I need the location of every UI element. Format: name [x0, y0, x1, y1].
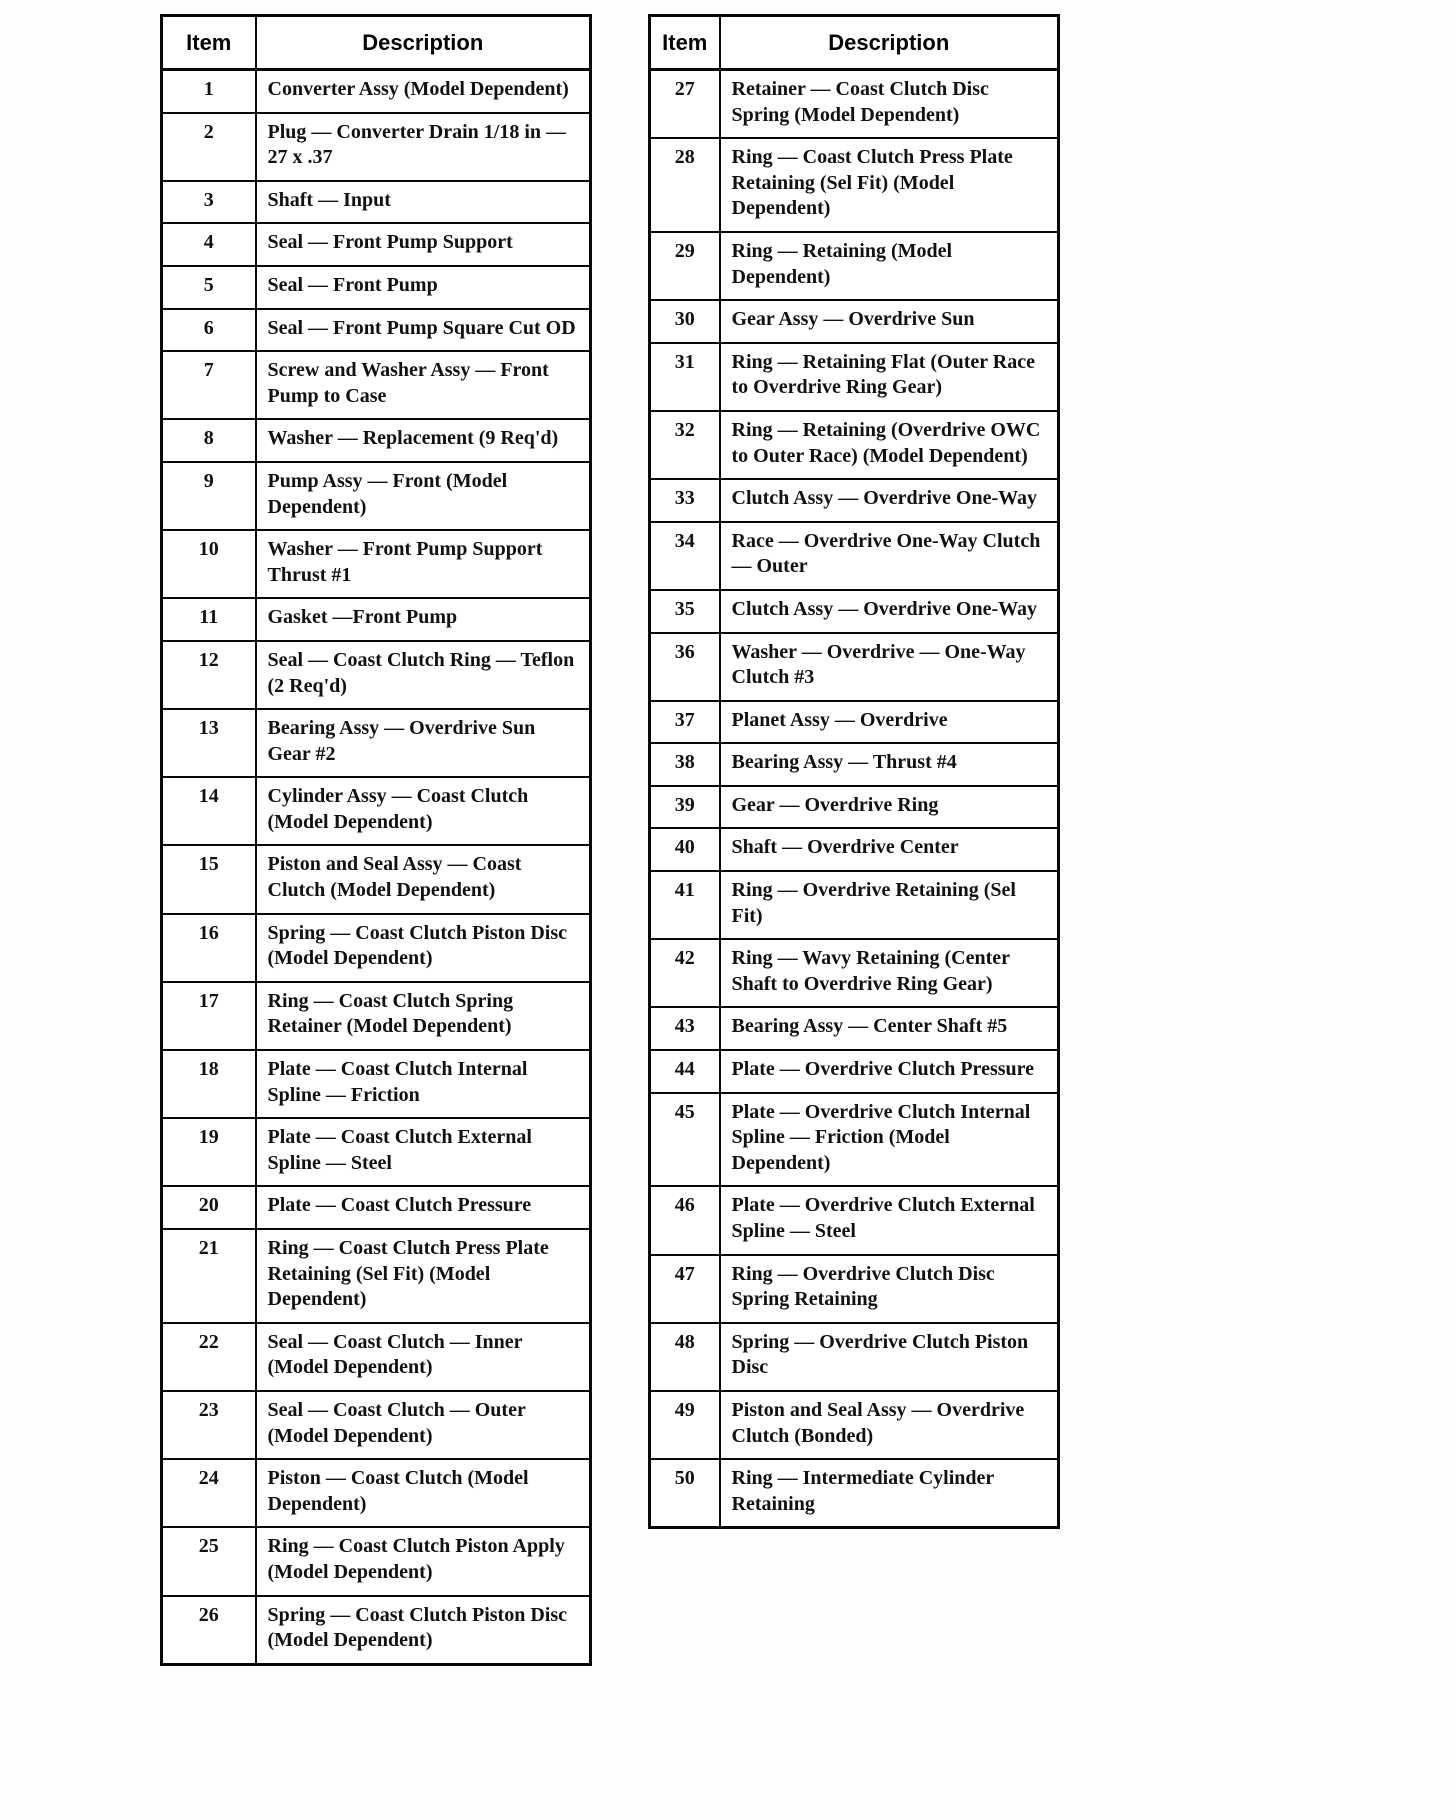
table-row	[650, 939, 1059, 1007]
item-description: Ring — Overdrive Retaining (Sel Fit)	[720, 871, 1059, 939]
item-number: 6	[162, 309, 256, 352]
item-number: 2	[162, 113, 256, 181]
item-description: Plug — Converter Drain 1/18 in — 27 x .37	[256, 113, 591, 181]
parts-table-right-body	[650, 70, 1059, 1528]
table-row	[650, 300, 1059, 343]
table-row	[650, 871, 1059, 939]
item-number: 12	[162, 641, 256, 709]
item-description: Bearing Assy — Overdrive Sun Gear #2	[256, 709, 591, 777]
table-row	[162, 1391, 591, 1459]
item-number: 34	[650, 522, 720, 590]
item-number: 27	[650, 70, 720, 139]
item-number: 37	[650, 701, 720, 744]
item-description: Washer — Front Pump Support Thrust #1	[256, 530, 591, 598]
item-number: 29	[650, 232, 720, 300]
item-number: 15	[162, 845, 256, 913]
item-description: Ring — Wavy Retaining (Center Shaft to Overdrive Ring Gear)	[720, 939, 1059, 1007]
parts-table-right	[648, 14, 1060, 1529]
item-number: 43	[650, 1007, 720, 1050]
item-description: Gasket —Front Pump	[256, 598, 591, 641]
parts-table-left	[160, 14, 592, 1666]
table-row	[162, 1596, 591, 1665]
table-row	[162, 598, 591, 641]
table-row	[650, 70, 1059, 139]
item-description: Screw and Washer Assy — Front Pump to Case	[256, 351, 591, 419]
item-number: 26	[162, 1596, 256, 1665]
table-row	[162, 462, 591, 530]
table-row	[162, 914, 591, 982]
item-description: Spring — Coast Clutch Piston Disc (Model Dependent)	[256, 1596, 591, 1665]
header-row	[162, 16, 591, 70]
item-description: Plate — Overdrive Clutch Pressure	[720, 1050, 1059, 1093]
table-row	[162, 1118, 591, 1186]
table-row	[650, 232, 1059, 300]
item-number: 10	[162, 530, 256, 598]
item-number: 50	[650, 1459, 720, 1528]
item-description: Bearing Assy — Center Shaft #5	[720, 1007, 1059, 1050]
item-number: 42	[650, 939, 720, 1007]
item-number: 41	[650, 871, 720, 939]
table-row	[162, 181, 591, 224]
table-row	[650, 1391, 1059, 1459]
table-row	[650, 1007, 1059, 1050]
item-column-header: Item	[650, 16, 720, 70]
item-number: 22	[162, 1323, 256, 1391]
item-description: Pump Assy — Front (Model Dependent)	[256, 462, 591, 530]
table-row	[650, 138, 1059, 232]
item-number: 25	[162, 1527, 256, 1595]
item-description: Washer — Replacement (9 Req'd)	[256, 419, 591, 462]
item-number: 19	[162, 1118, 256, 1186]
item-description: Gear — Overdrive Ring	[720, 786, 1059, 829]
item-number: 8	[162, 419, 256, 462]
item-number: 47	[650, 1255, 720, 1323]
item-description: Planet Assy — Overdrive	[720, 701, 1059, 744]
table-row	[650, 1093, 1059, 1187]
item-description: Plate — Coast Clutch Pressure	[256, 1186, 591, 1229]
item-number: 49	[650, 1391, 720, 1459]
item-number: 36	[650, 633, 720, 701]
item-number: 48	[650, 1323, 720, 1391]
table-row	[650, 522, 1059, 590]
item-number: 18	[162, 1050, 256, 1118]
item-number: 1	[162, 70, 256, 113]
item-description: Gear Assy — Overdrive Sun	[720, 300, 1059, 343]
item-description: Seal — Front Pump Square Cut OD	[256, 309, 591, 352]
item-description: Seal — Coast Clutch — Outer (Model Dependent)	[256, 1391, 591, 1459]
item-description: Seal — Front Pump Support	[256, 223, 591, 266]
item-description: Retainer — Coast Clutch Disc Spring (Model Dependent)	[720, 70, 1059, 139]
table-row	[162, 309, 591, 352]
item-description: Seal — Front Pump	[256, 266, 591, 309]
item-number: 4	[162, 223, 256, 266]
table-row	[162, 530, 591, 598]
header-row	[650, 16, 1059, 70]
item-description: Plate — Coast Clutch External Spline — Steel	[256, 1118, 591, 1186]
item-number: 9	[162, 462, 256, 530]
item-number: 31	[650, 343, 720, 411]
item-description: Seal — Coast Clutch Ring — Teflon (2 Req'd)	[256, 641, 591, 709]
item-description: Clutch Assy — Overdrive One-Way	[720, 590, 1059, 633]
parts-table-right-header	[650, 16, 1059, 70]
table-row	[162, 1186, 591, 1229]
table-row	[162, 1323, 591, 1391]
parts-table-left-body	[162, 70, 591, 1665]
item-description: Bearing Assy — Thrust #4	[720, 743, 1059, 786]
parts-table-left-header	[162, 16, 591, 70]
item-description: Plate — Overdrive Clutch External Spline — Steel	[720, 1186, 1059, 1254]
item-number: 46	[650, 1186, 720, 1254]
item-description: Ring — Retaining (Overdrive OWC to Outer Race) (Model Dependent)	[720, 411, 1059, 479]
table-row	[650, 1050, 1059, 1093]
item-description: Spring — Coast Clutch Piston Disc (Model Dependent)	[256, 914, 591, 982]
table-row	[650, 633, 1059, 701]
item-number: 39	[650, 786, 720, 829]
description-column-header: Description	[720, 16, 1059, 70]
item-description: Washer — Overdrive — One-Way Clutch #3	[720, 633, 1059, 701]
item-description: Piston and Seal Assy — Overdrive Clutch (Bonded)	[720, 1391, 1059, 1459]
item-number: 24	[162, 1459, 256, 1527]
item-description: Race — Overdrive One-Way Clutch — Outer	[720, 522, 1059, 590]
item-description: Cylinder Assy — Coast Clutch (Model Dependent)	[256, 777, 591, 845]
item-number: 13	[162, 709, 256, 777]
item-number: 32	[650, 411, 720, 479]
table-row	[650, 411, 1059, 479]
item-number: 23	[162, 1391, 256, 1459]
item-number: 45	[650, 1093, 720, 1187]
item-number: 16	[162, 914, 256, 982]
table-row	[162, 223, 591, 266]
table-row	[650, 828, 1059, 871]
item-description: Ring — Coast Clutch Press Plate Retaining (Sel Fit) (Model Dependent)	[720, 138, 1059, 232]
table-row	[650, 786, 1059, 829]
item-number: 20	[162, 1186, 256, 1229]
table-row	[162, 845, 591, 913]
item-number: 21	[162, 1229, 256, 1323]
table-row	[650, 479, 1059, 522]
item-description: Seal — Coast Clutch — Inner (Model Dependent)	[256, 1323, 591, 1391]
table-row	[650, 1459, 1059, 1528]
table-row	[162, 351, 591, 419]
item-number: 28	[650, 138, 720, 232]
item-number: 38	[650, 743, 720, 786]
table-row	[650, 743, 1059, 786]
item-number: 14	[162, 777, 256, 845]
table-row	[162, 419, 591, 462]
table-row	[162, 1459, 591, 1527]
item-description: Ring — Retaining Flat (Outer Race to Overdrive Ring Gear)	[720, 343, 1059, 411]
item-description: Piston — Coast Clutch (Model Dependent)	[256, 1459, 591, 1527]
item-number: 40	[650, 828, 720, 871]
item-description: Ring — Retaining (Model Dependent)	[720, 232, 1059, 300]
item-number: 5	[162, 266, 256, 309]
description-column-header: Description	[256, 16, 591, 70]
table-row	[162, 113, 591, 181]
item-description: Ring — Intermediate Cylinder Retaining	[720, 1459, 1059, 1528]
item-description: Plate — Coast Clutch Internal Spline — Friction	[256, 1050, 591, 1118]
item-number: 30	[650, 300, 720, 343]
table-row	[162, 1050, 591, 1118]
item-number: 44	[650, 1050, 720, 1093]
item-description: Plate — Overdrive Clutch Internal Spline — Friction (Model Dependent)	[720, 1093, 1059, 1187]
table-row	[650, 701, 1059, 744]
item-number: 7	[162, 351, 256, 419]
item-description: Ring — Coast Clutch Spring Retainer (Model Dependent)	[256, 982, 591, 1050]
table-row	[650, 1186, 1059, 1254]
table-row	[162, 1527, 591, 1595]
table-row	[650, 590, 1059, 633]
table-row	[162, 641, 591, 709]
item-description: Ring — Overdrive Clutch Disc Spring Retaining	[720, 1255, 1059, 1323]
table-row	[650, 1323, 1059, 1391]
table-row	[162, 777, 591, 845]
table-row	[650, 343, 1059, 411]
item-description: Converter Assy (Model Dependent)	[256, 70, 591, 113]
item-number: 17	[162, 982, 256, 1050]
item-description: Clutch Assy — Overdrive One-Way	[720, 479, 1059, 522]
item-description: Ring — Coast Clutch Press Plate Retaining (Sel Fit) (Model Dependent)	[256, 1229, 591, 1323]
item-description: Shaft — Overdrive Center	[720, 828, 1059, 871]
table-row	[162, 266, 591, 309]
item-column-header: Item	[162, 16, 256, 70]
table-row	[162, 70, 591, 113]
item-description: Spring — Overdrive Clutch Piston Disc	[720, 1323, 1059, 1391]
item-description: Piston and Seal Assy — Coast Clutch (Model Dependent)	[256, 845, 591, 913]
table-row	[162, 1229, 591, 1323]
table-row	[162, 709, 591, 777]
item-number: 35	[650, 590, 720, 633]
item-description: Shaft — Input	[256, 181, 591, 224]
item-number: 11	[162, 598, 256, 641]
table-row	[650, 1255, 1059, 1323]
item-description: Ring — Coast Clutch Piston Apply (Model Dependent)	[256, 1527, 591, 1595]
table-row	[162, 982, 591, 1050]
item-number: 3	[162, 181, 256, 224]
item-number: 33	[650, 479, 720, 522]
